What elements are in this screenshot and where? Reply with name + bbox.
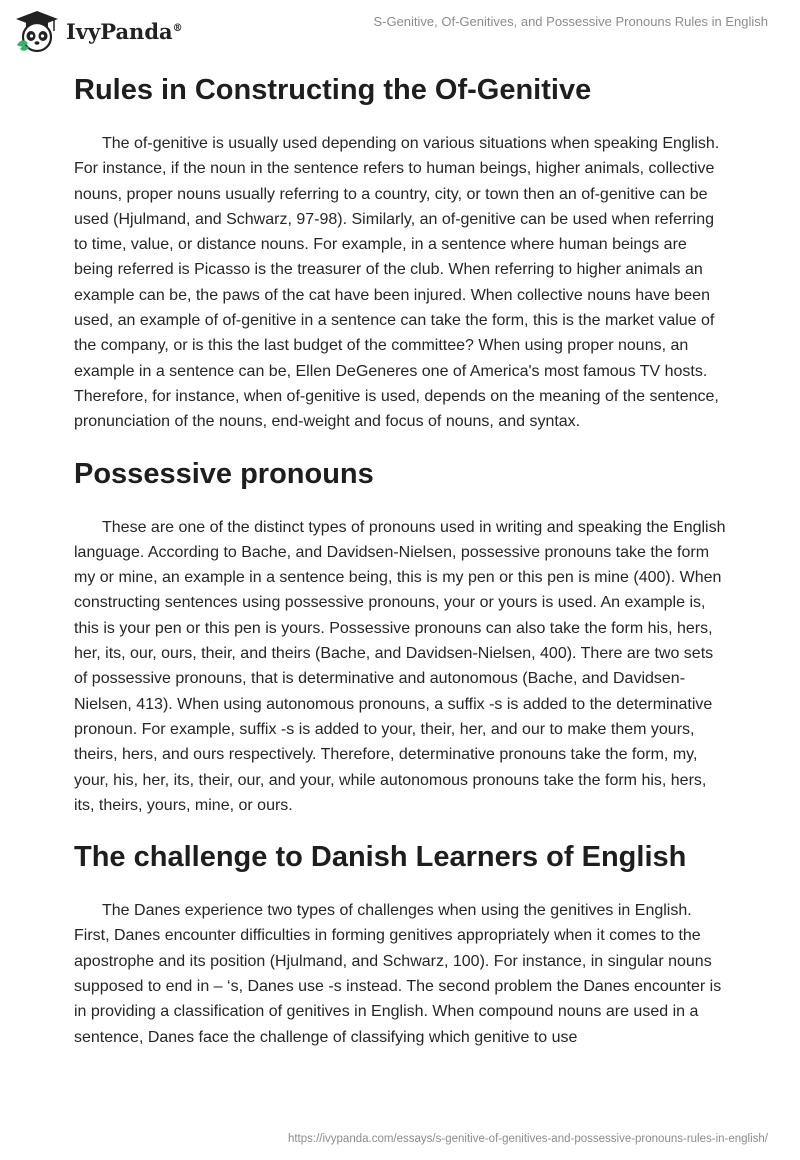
logo[interactable]: [14, 9, 183, 53]
section-of-genitive: [74, 70, 730, 435]
section-paragraph: These are one of the distinct types of pronouns used in writing and speaking the English language. According to Bache, and Davidsen-Nielsen, possessive pronouns take the form my or mine, an example in a sentence being, this is my pen or this pen is mine (400). When constructing sentences using possessive pronouns, your or yours is used. An example is, this is your pen or this pen is yours. Possessive pronouns can also take the form his, hers, her, its, our, ours, their, and theirs (Bache, and Davidsen-Nielsen, 400). There are two sets of possessive pronouns, that is determinative and autonomous (Bache, and Davidsen-Nielsen, 413). When using autonomous pronouns, a suffix -s is added to the determinative pronoun. For example, suffix -s is added to your, their, her, and our to make them yours, theirs, hers, and ours respectively. Therefore, determinative pronouns take the form, my, your, his, her, its, their, our, and your, while autonomous pronouns take the form his, hers, its, theirs, yours, mine, or ours.: [74, 518, 726, 814]
logo-text: IvyPanda®: [66, 18, 183, 44]
document-body: [74, 70, 730, 1050]
source-url-link[interactable]: https://ivypanda.com/essays/s-genitive-of-genitives-and-possessive-pronouns-rules-in-english/: [287, 1133, 768, 1145]
running-title: S-Genitive, Of-Genitives, and Possessive Pronouns Rules in English: [373, 14, 768, 29]
section-possessive-pronouns: [74, 454, 730, 819]
section-heading: The challenge to Danish Learners of English: [74, 841, 687, 874]
page-header: [0, 0, 800, 66]
section-paragraph: The of-genitive is usually used depending on various situations when speaking English. For instance, if the noun in the sentence refers to human beings, higher animals, collective nouns, proper nouns usually referring to a country, city, or town then an of-genitive can be used (Hjulmand, and Schwarz, 97-98). Similarly, an of-genitive can be used when referring to time, value, or distance nouns. For example, in a sentence where human beings are being referred is Picasso is the treasurer of the club. When referring to higher animals an example can be, the paws of the cat have been injured. When collective nouns have been used, an example of of-genitive in a sentence can take the form, this is the market value of the company, or is this the last budget of the committee? When using proper nouns, an example in a sentence can be, Ellen DeGeneres one of America's most famous TV hosts. Therefore, for instance, when of-genitive is used, depends on the meaning of the sentence, pronunciation of the nouns, end-weight and focus of nouns, and syntax.: [74, 135, 720, 431]
section-heading: Rules in Constructing the Of-Genitive: [74, 74, 592, 106]
section-heading: Possessive pronouns: [74, 457, 374, 490]
section-danish-learners: [74, 837, 730, 1050]
panda-logo-icon: [14, 9, 60, 53]
section-paragraph: The Danes experience two types of challenges when using the genitives in English. First, Danes encounter difficulties in forming genitives appropriately when it comes to the apostrophe and its position (Hjulmand, and Schwarz, 100). For instance, in singular nouns supposed to end in – ‘s, Danes use -s instead. The second problem the Danes encounter is in providing a classification of genitives in English. When compound nouns are used in a sentence, Danes face the challenge of classifying which genitive to use: [74, 902, 722, 1046]
